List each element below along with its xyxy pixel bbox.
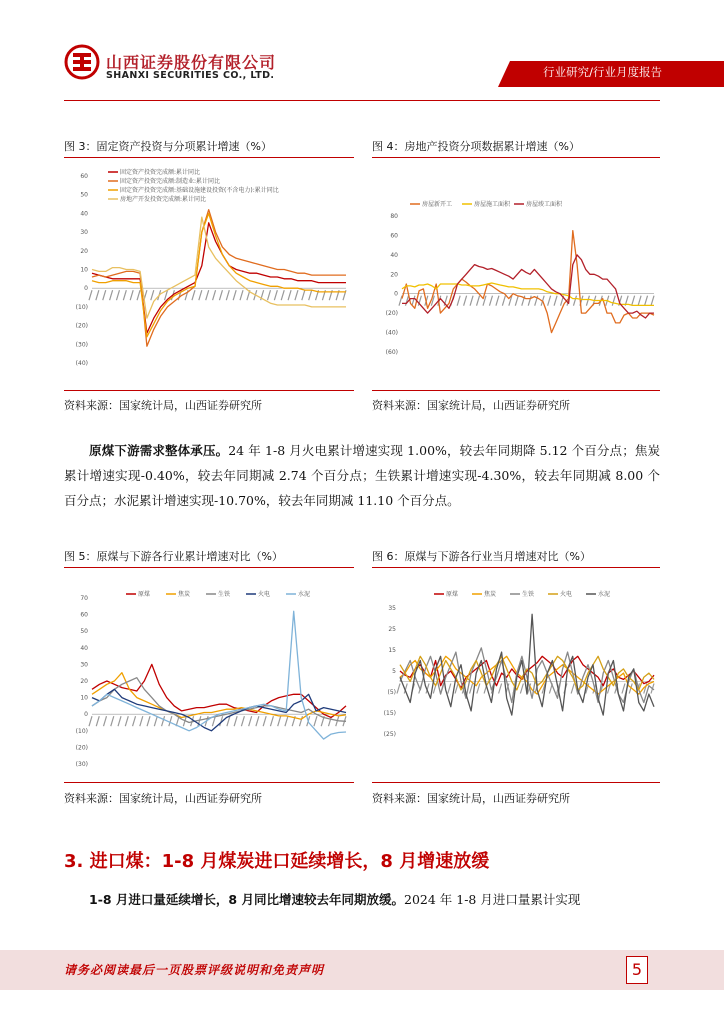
y-tick-label: 60 — [80, 611, 88, 619]
y-tick-label: (40) — [75, 360, 88, 367]
x-tick-label — [116, 290, 119, 300]
legend-label: 焦炭 — [484, 591, 497, 598]
x-tick-label — [111, 716, 114, 726]
y-tick-label: (15) — [383, 710, 396, 717]
x-tick-label — [515, 296, 518, 306]
legend-label: 焦炭 — [178, 591, 191, 598]
x-tick-label — [299, 716, 302, 726]
figure-4-title: 图 4：房地产投资分项数据累计增速（%） — [372, 140, 580, 153]
y-tick-label: 20 — [80, 678, 88, 685]
x-tick-label — [281, 290, 284, 300]
x-tick-label — [309, 290, 312, 300]
x-tick-label — [89, 716, 92, 726]
legend-label: 房屋施工面积 — [474, 201, 511, 208]
y-tick-label: 60 — [390, 232, 398, 240]
x-tick-label — [199, 290, 202, 300]
x-tick-label — [137, 290, 140, 300]
figure-5-top-rule — [64, 567, 354, 568]
x-tick-label — [412, 296, 415, 306]
y-tick-label: 30 — [80, 229, 88, 237]
company-name-en: SHANXI SECURITIES CO., LTD. — [106, 70, 275, 81]
x-tick-label — [285, 716, 288, 726]
company-name-cn: 山西证券股份有限公司 — [106, 53, 277, 72]
y-tick-label: (20) — [75, 744, 88, 752]
y-tick-label: 0 — [84, 711, 88, 719]
figure-6-bottom-rule — [372, 782, 660, 783]
y-tick-label: 0 — [394, 290, 398, 298]
legend-label: 火电 — [258, 591, 271, 598]
x-tick-label — [125, 716, 128, 726]
legend-label: 原煤 — [138, 591, 151, 598]
figure-6-source: 资料来源：国家统计局，山西证券研究所 — [372, 792, 570, 805]
y-tick-label: (25) — [383, 731, 396, 738]
y-tick-label: 20 — [80, 247, 88, 255]
x-tick-label — [169, 716, 172, 726]
x-tick-label — [192, 290, 195, 300]
figure-3-chart — [64, 160, 354, 385]
figure-3-top-rule — [64, 157, 354, 158]
figure-5-title: 图 5：原煤与下游各行业累计增速对比（%） — [64, 550, 283, 563]
x-tick-label — [234, 716, 237, 726]
x-tick-label — [455, 684, 458, 694]
figure-3-source: 资料来源：国家统计局，山西证券研究所 — [64, 399, 262, 412]
paragraph-downstream-demand — [64, 438, 660, 513]
series-line — [92, 673, 346, 720]
x-tick-label — [397, 684, 400, 694]
y-tick-label: 40 — [80, 210, 88, 218]
figure-4-chart — [372, 160, 660, 385]
x-tick-label — [274, 290, 277, 300]
y-tick-label: 0 — [84, 285, 88, 293]
y-tick-label: 35 — [388, 605, 396, 612]
x-tick-label — [219, 290, 222, 300]
y-tick-label: (10) — [75, 303, 88, 311]
legend-label: 固定资产投资完成额:制造业:累计同比 — [120, 178, 221, 185]
x-tick-label — [448, 684, 451, 694]
y-tick-label: (20) — [385, 310, 398, 318]
y-tick-label: (30) — [75, 761, 88, 768]
y-tick-label: 50 — [80, 628, 88, 636]
figure-6-top-rule — [372, 567, 660, 568]
section-3-title: 3. 进口煤：1-8 月煤炭进口延续增长，8 月增速放缓 — [64, 851, 490, 872]
paragraph-2-lead: 1-8 月进口量延续增长，8 月同比增速较去年同期放缓。 — [89, 892, 404, 907]
x-tick-label — [645, 296, 648, 306]
x-tick-label — [632, 296, 635, 306]
y-tick-label: 10 — [80, 266, 88, 274]
x-tick-label — [123, 290, 126, 300]
x-tick-label — [499, 684, 502, 694]
x-tick-label — [249, 716, 252, 726]
series-line — [400, 614, 654, 715]
legend-label: 固定资产投资完成额:累计同比 — [120, 169, 201, 176]
y-tick-label: (5) — [387, 689, 396, 696]
page-header — [0, 0, 724, 100]
x-tick-label — [554, 296, 557, 306]
series-line — [92, 213, 346, 336]
header-divider — [64, 100, 660, 101]
x-tick-label — [288, 290, 291, 300]
x-tick-label — [206, 290, 209, 300]
x-tick-label — [314, 716, 317, 726]
x-tick-label — [573, 296, 576, 306]
y-tick-label: 40 — [80, 644, 88, 652]
paragraph-import-coal — [64, 887, 660, 912]
x-tick-label — [496, 296, 499, 306]
page-number: 5 — [626, 956, 648, 984]
figure-4-bottom-rule — [372, 390, 660, 391]
legend-label: 房屋新开工 — [422, 201, 453, 208]
y-tick-label: 30 — [80, 661, 88, 669]
y-tick-label: 10 — [80, 694, 88, 702]
paragraph-1-lead: 原煤下游需求整体承压。 — [89, 443, 229, 458]
x-tick-label — [103, 290, 106, 300]
legend-label: 原煤 — [446, 591, 459, 598]
legend-label: 房屋竣工面积 — [526, 201, 563, 208]
x-tick-label — [213, 290, 216, 300]
paragraph-1-text: 24 年 1-8 月火电累计增速实现 1.00%，较去年同期降 5.12 个百分点；焦炭累计增速实现-0.40%，较去年同期减 2.74 个百分点；生铁累计增速实现-4.30%，较去年同期减 8.00 个百分点；水泥累计增速实现-10.70%，较去年同期减 11.10 个百分点。 — [64, 443, 660, 508]
x-tick-label — [96, 290, 99, 300]
x-tick-label — [399, 296, 402, 306]
x-tick-label — [226, 290, 229, 300]
x-tick-label — [140, 716, 143, 726]
x-tick-label — [263, 716, 266, 726]
x-tick-label — [270, 716, 273, 726]
legend-label: 水泥 — [298, 591, 311, 598]
figure-3-title: 图 3：固定资产投资与分项累计增速（%） — [64, 140, 272, 153]
legend-label: 水泥 — [598, 591, 611, 598]
footer-disclaimer: 请务必阅读最后一页股票评级说明和免责声明 — [64, 963, 325, 977]
x-tick-label — [651, 296, 654, 306]
x-tick-label — [130, 290, 133, 300]
x-tick-label — [104, 716, 107, 726]
x-tick-label — [267, 290, 270, 300]
x-tick-label — [133, 716, 136, 726]
series-line — [402, 231, 654, 333]
y-tick-label: 70 — [80, 595, 88, 602]
series-line — [402, 283, 654, 305]
x-tick-label — [89, 290, 92, 300]
figure-4-source: 资料来源：国家统计局，山西证券研究所 — [372, 399, 570, 412]
series-line — [92, 611, 346, 739]
x-tick-label — [470, 684, 473, 694]
x-tick-label — [586, 296, 589, 306]
x-tick-label — [477, 296, 480, 306]
figure-3-bottom-rule — [64, 390, 354, 391]
x-tick-label — [528, 296, 531, 306]
y-tick-label: (10) — [75, 727, 88, 735]
x-tick-label — [295, 290, 298, 300]
x-tick-label — [240, 290, 243, 300]
x-tick-label — [110, 290, 113, 300]
figure-5-chart — [64, 572, 354, 777]
y-tick-label: 20 — [390, 271, 398, 279]
report-type: 行业研究/行业月度报告 — [543, 65, 662, 79]
y-tick-label: 15 — [388, 647, 396, 654]
x-tick-label — [118, 716, 121, 726]
y-tick-label: 40 — [390, 251, 398, 259]
x-tick-label — [464, 296, 467, 306]
legend-label: 房地产开发投资完成额:累计同比 — [120, 196, 207, 203]
x-tick-label — [457, 296, 460, 306]
x-tick-label — [470, 296, 473, 306]
x-tick-label — [147, 716, 150, 726]
legend-label: 生铁 — [522, 591, 535, 598]
legend-label: 火电 — [560, 591, 573, 598]
x-tick-label — [256, 716, 259, 726]
x-tick-label — [96, 716, 99, 726]
x-tick-label — [571, 684, 574, 694]
x-tick-label — [520, 684, 523, 694]
x-tick-label — [154, 716, 157, 726]
x-tick-label — [233, 290, 236, 300]
y-tick-label: (20) — [75, 322, 88, 330]
figure-6-chart — [372, 572, 660, 777]
legend-label: 生铁 — [218, 591, 231, 598]
figure-4-top-rule — [372, 157, 660, 158]
series-line — [92, 210, 346, 347]
paragraph-2-text: 2024 年 1-8 月进口量累计实现 — [404, 892, 581, 907]
y-tick-label: (30) — [75, 341, 88, 349]
x-tick-label — [151, 290, 154, 300]
figure-5-bottom-rule — [64, 782, 354, 783]
y-tick-label: 80 — [390, 213, 398, 220]
y-tick-label: (40) — [385, 329, 398, 337]
x-tick-label — [278, 716, 281, 726]
figure-5-source: 资料来源：国家统计局，山西证券研究所 — [64, 792, 262, 805]
y-tick-label: 50 — [80, 191, 88, 199]
x-tick-label — [548, 296, 551, 306]
x-tick-label — [502, 296, 505, 306]
series-line — [92, 217, 346, 318]
x-tick-label — [489, 296, 492, 306]
x-tick-label — [638, 296, 641, 306]
y-tick-label: 60 — [80, 173, 88, 180]
x-tick-label — [302, 290, 305, 300]
x-tick-label — [241, 716, 244, 726]
legend-label: 固定资产投资完成额:基础设施建设投资(不含电力):累计同比 — [120, 187, 279, 194]
x-tick-label — [622, 684, 625, 694]
y-tick-label: 5 — [392, 668, 396, 675]
figure-6-title: 图 6：原煤与下游各行业当月增速对比（%） — [372, 550, 591, 563]
x-tick-label — [162, 716, 165, 726]
y-tick-label: 25 — [388, 626, 396, 633]
x-tick-label — [612, 296, 615, 306]
y-tick-label: (60) — [385, 349, 398, 356]
